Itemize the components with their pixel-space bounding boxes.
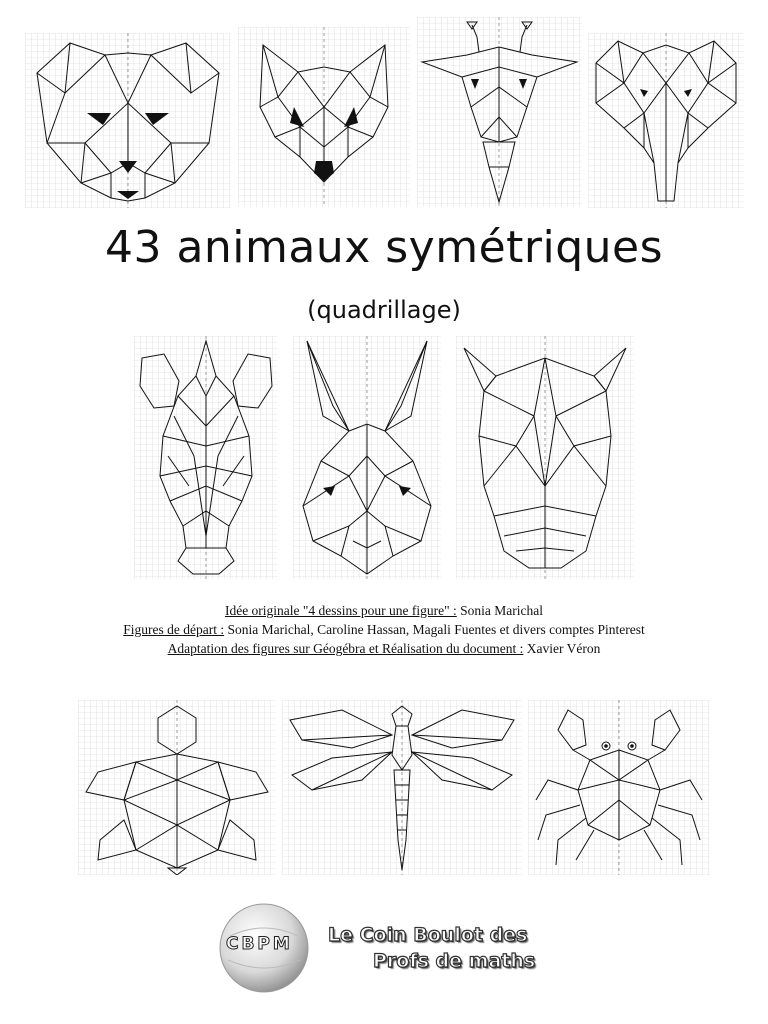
logo-badge: CBPM <box>226 934 293 954</box>
dragonfly-figure <box>282 700 522 875</box>
logo-text: Le Coin Boulot des Profs de maths <box>328 924 536 972</box>
fox-figure <box>238 27 410 207</box>
page-title: 43 animaux symétriques <box>104 222 664 273</box>
rabbit-icon <box>293 336 441 579</box>
zebra-figure <box>134 336 278 579</box>
bear-icon <box>25 33 231 208</box>
credit-line-figures: Figures de départ : Sonia Marichal, Caroline Hassan, Magali Fuentes et divers comptes Pinterest <box>123 622 645 637</box>
credit-line-adaptation: Adaptation des figures sur Géogébra et Réalisation du document : Xavier Véron <box>167 641 601 656</box>
giraffe-figure <box>417 17 582 207</box>
page-subtitle: (quadrillage) <box>307 296 461 324</box>
elephant-icon <box>588 33 744 208</box>
elephant-figure <box>588 33 744 208</box>
dragonfly-icon <box>282 700 522 875</box>
turtle-icon <box>78 700 276 875</box>
bear-figure <box>25 33 231 208</box>
credit-line-idea: Idée originale "4 dessins pour une figure" : Sonia Marichal <box>224 603 544 618</box>
credits <box>0 601 768 658</box>
rhino-icon <box>456 336 634 579</box>
giraffe-icon <box>417 17 582 207</box>
crab-figure <box>528 700 710 875</box>
turtle-figure <box>78 700 276 875</box>
rabbit-figure <box>293 336 441 579</box>
zebra-icon <box>134 336 278 579</box>
fox-icon <box>238 27 410 207</box>
crab-icon <box>528 700 710 875</box>
rhino-figure <box>456 336 634 579</box>
